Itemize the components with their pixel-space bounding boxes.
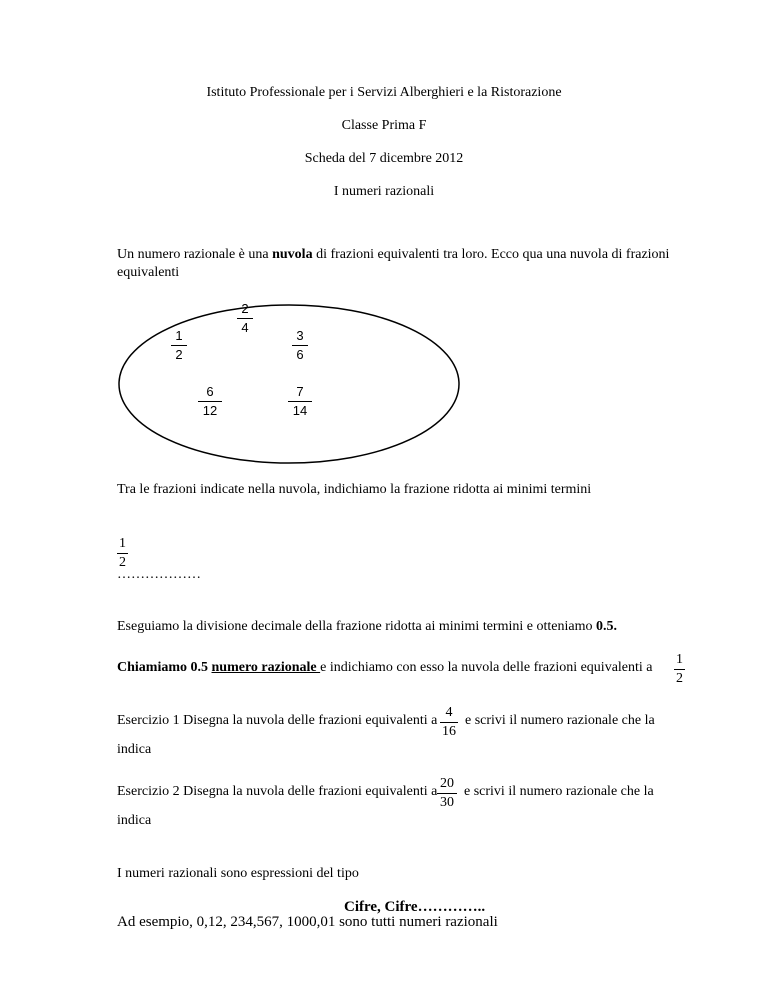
exercise-2-cont: indica — [117, 813, 152, 828]
exercise-1-cont: indica — [117, 742, 152, 757]
reduced-fraction — [117, 536, 128, 571]
fraction-denominator: 12 — [202, 403, 218, 418]
exercise-2-after: e scrivi il numero razionale che la — [464, 784, 654, 799]
fraction-denominator: 2 — [119, 555, 126, 570]
exercise-1-text: Esercizio 1 Disegna la nuvola delle frazioni equivalenti a — [117, 713, 438, 728]
fraction-numerator: 20 — [440, 776, 454, 791]
answer-dots: ……………… — [117, 567, 201, 582]
fraction-numerator: 1 — [676, 652, 683, 667]
expressions-text: I numeri razionali sono espressioni del tipo — [117, 866, 359, 881]
cloud-fraction-1-2 — [171, 328, 187, 363]
cloud-fraction-7-14 — [288, 384, 312, 419]
fraction-numerator: 2 — [241, 301, 249, 316]
fraction-numerator: 1 — [119, 536, 126, 551]
expressions-example: Ad esempio, 0,12, 234,567, 1000,01 sono tutti numeri razionali — [117, 914, 498, 930]
institute-title: Istituto Professionale per i Servizi Alberghieri e la Ristorazione — [206, 85, 562, 100]
intro-paragraph — [117, 246, 687, 282]
exercise-1-fraction — [440, 705, 458, 740]
cloud-fraction-3-6 — [292, 328, 308, 363]
fraction-numerator: 7 — [296, 384, 304, 399]
fraction-denominator: 2 — [676, 671, 683, 686]
cloud-fraction-2-4 — [237, 301, 253, 336]
class-label: Classe Prima F — [341, 118, 427, 133]
fraction-denominator: 6 — [296, 347, 304, 362]
exercise-2-text: Esercizio 2 Disegna la nuvola delle frazioni equivalenti a — [117, 784, 438, 799]
intro-part1: Un numero razionale è una — [117, 247, 273, 262]
definition-text: e indichiamo con esso la nuvola delle frazioni equivalenti a — [320, 660, 653, 675]
division-text: Eseguiamo la divisione decimale della frazione ridotta ai minimi termini e otteniamo — [117, 619, 596, 634]
exercise-2-fraction — [437, 776, 457, 811]
definition-term: numero razionale — [211, 660, 321, 675]
fraction-numerator: 6 — [206, 384, 214, 399]
exercise-1-after: e scrivi il numero razionale che la — [465, 713, 655, 728]
topic-title: I numeri razionali — [333, 184, 435, 199]
fraction-denominator: 2 — [175, 347, 183, 362]
reduced-fraction-text: Tra le frazioni indicate nella nuvola, indichiamo la frazione ridotta ai minimi termini — [117, 482, 592, 497]
cloud-fraction-6-12 — [198, 384, 222, 419]
definition-paragraph — [117, 660, 653, 676]
fraction-numerator: 3 — [296, 328, 304, 343]
definition-bold: Chiamiamo 0.5 — [117, 660, 212, 675]
fraction-denominator: 30 — [440, 795, 454, 810]
definition-fraction — [674, 652, 685, 687]
division-result: 0.5. — [595, 619, 617, 634]
fraction-denominator: 16 — [442, 724, 456, 739]
division-paragraph — [117, 619, 617, 635]
fraction-denominator: 14 — [292, 403, 308, 418]
intro-part2: di frazioni equivalenti tra loro. Ecco qua una nuvola di frazioni equivalenti — [117, 247, 670, 280]
intro-bold: nuvola — [272, 247, 313, 262]
fraction-numerator: 4 — [445, 705, 453, 720]
fraction-denominator: 4 — [241, 320, 249, 335]
sheet-date: Scheda del 7 dicembre 2012 — [304, 151, 464, 166]
fraction-numerator: 1 — [175, 328, 183, 343]
expressions-pattern: Cifre, Cifre………….. — [344, 899, 486, 915]
